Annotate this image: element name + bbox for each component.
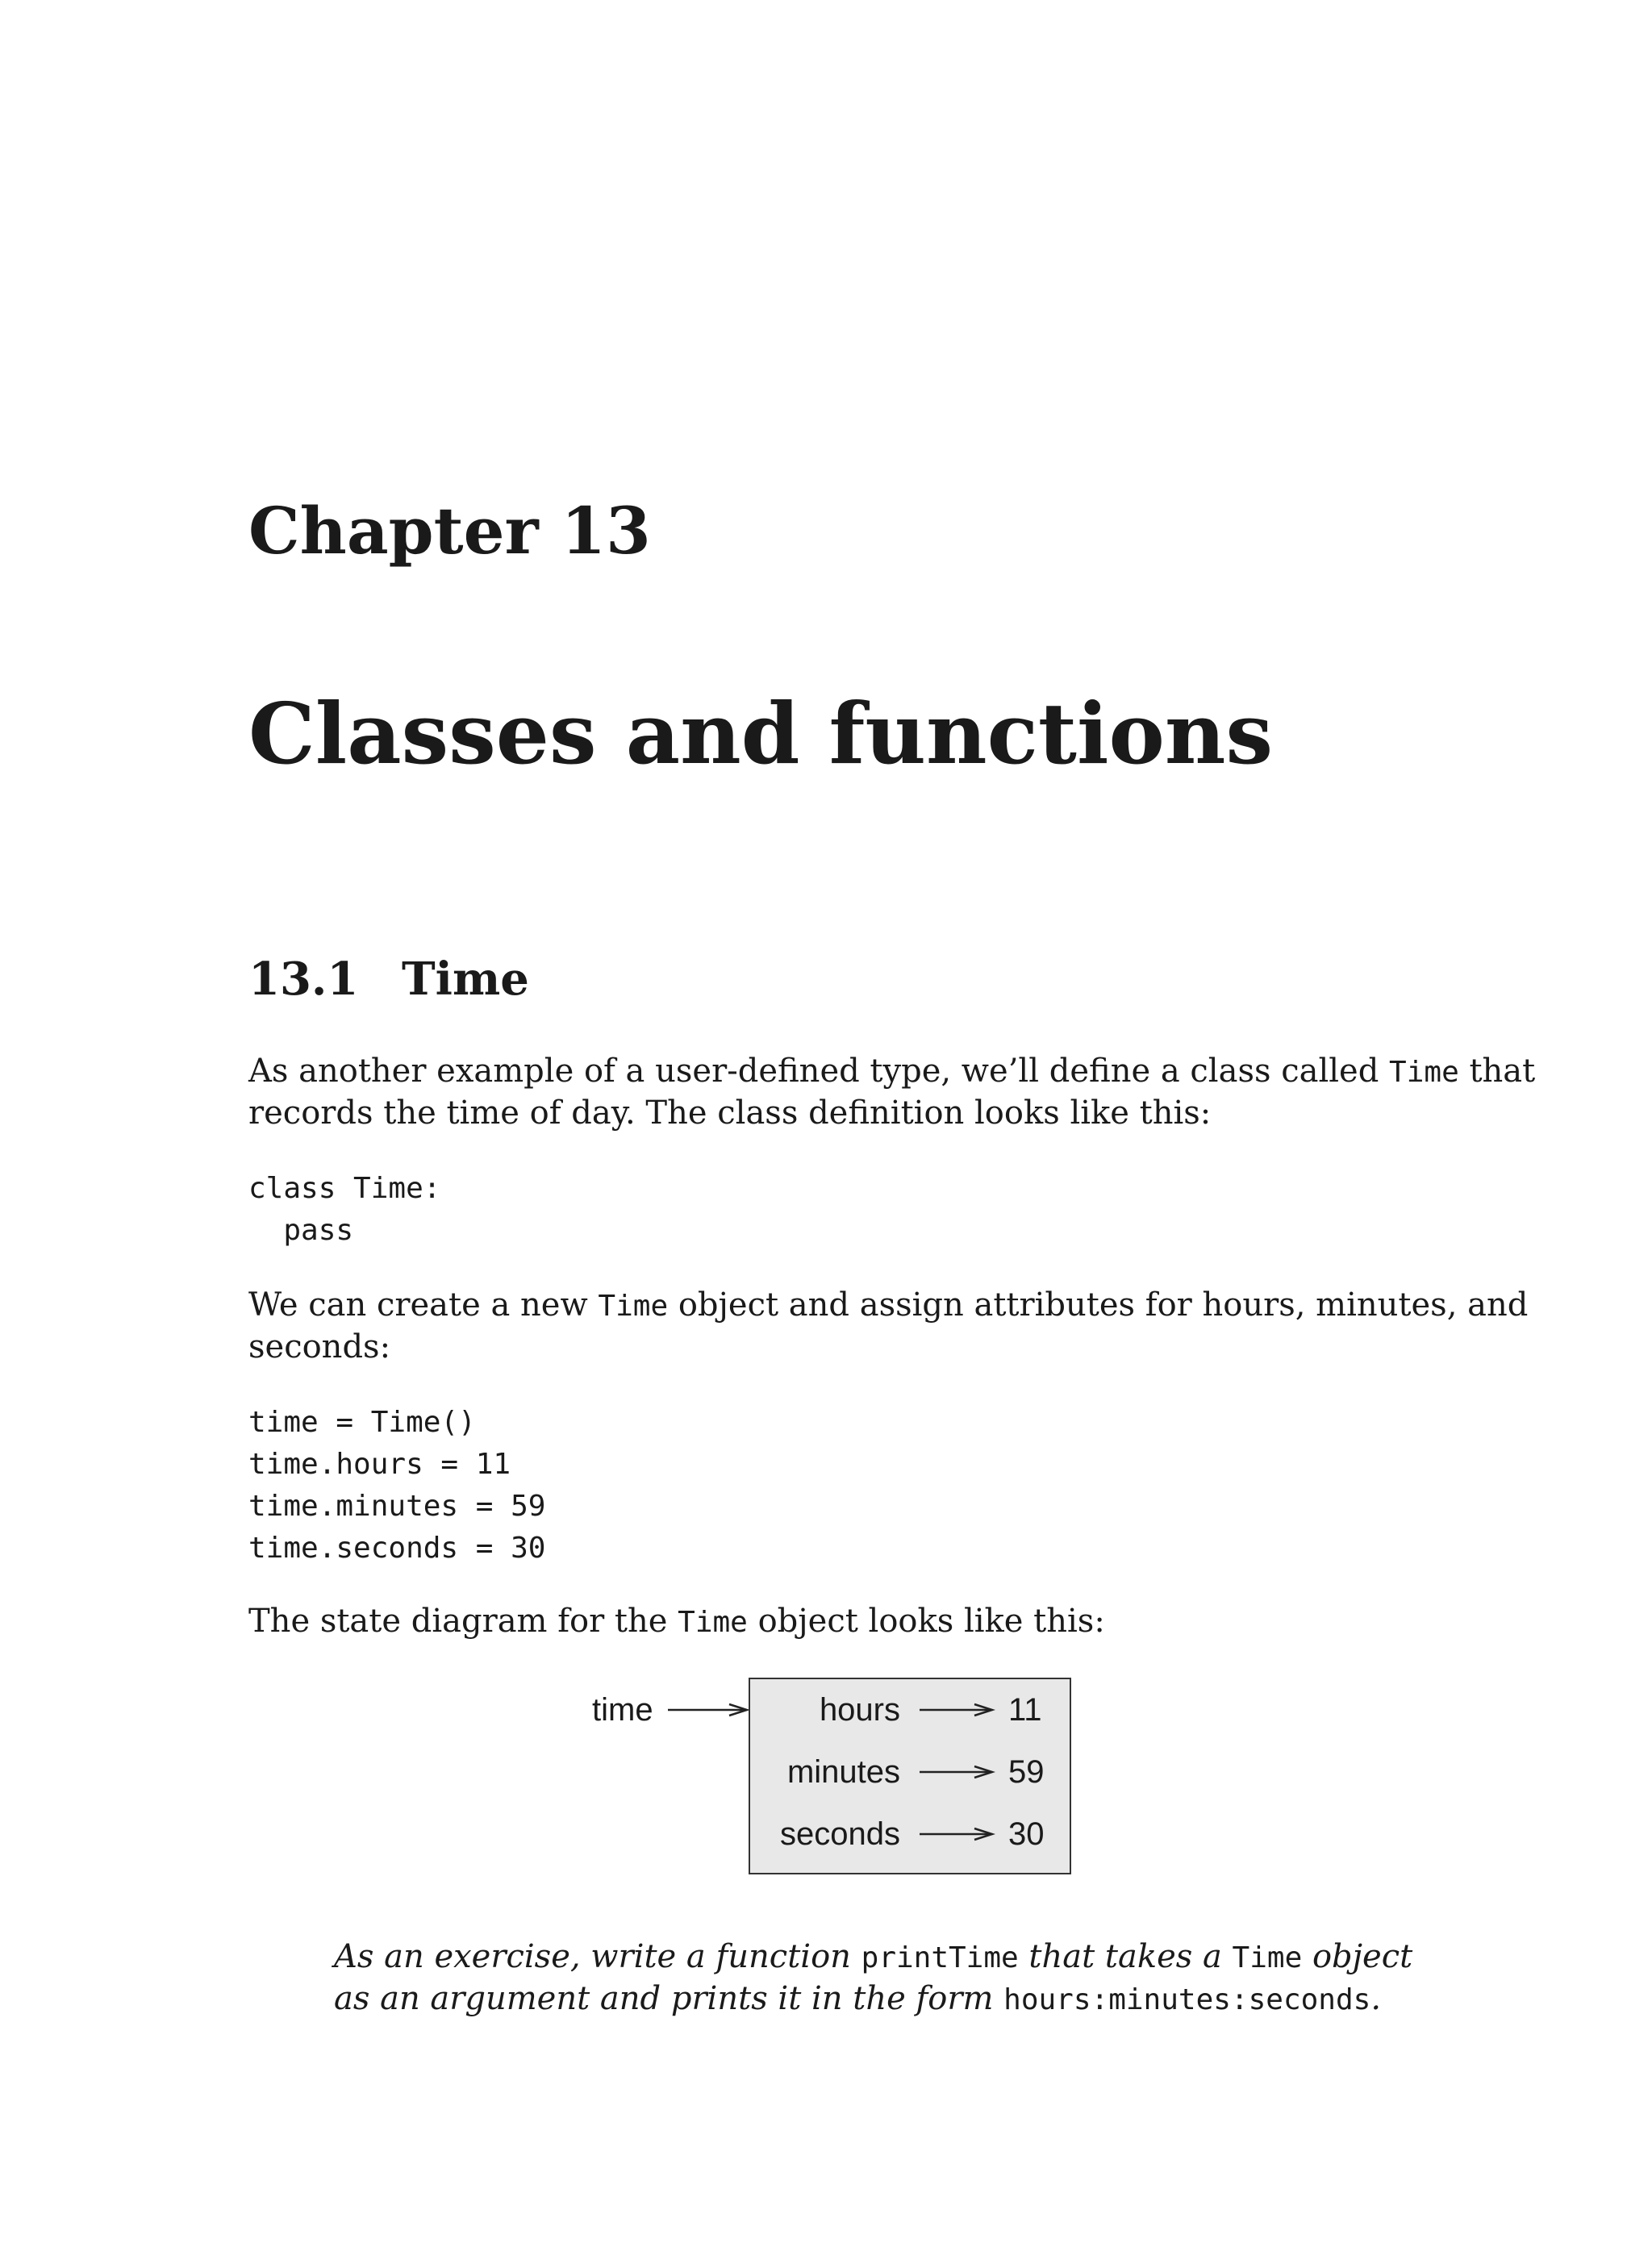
paragraph-create-line-2: seconds: [248,1328,391,1365]
attribute-name: hours [819,1692,900,1728]
section-number: 13.1 [248,953,359,1006]
attribute-value: 30 [1008,1816,1045,1852]
paragraph-create-line-1: We can create a new Time object and assign attributes for hours, minutes, and [248,1286,1529,1324]
chapter-title: Classes and functions [248,684,1273,783]
code-line: pass [248,1214,354,1247]
diagram-variable-label: time [592,1692,653,1728]
code-line: time.minutes = 59 [248,1490,546,1523]
code-line: time = Time() [248,1406,476,1439]
code-line: class Time: [248,1172,441,1205]
exercise-line-1: As an exercise, write a function printTime that takes a Time object [334,1938,1413,1975]
inline-code: Time [1389,1056,1459,1089]
inline-code: Time [1232,1941,1303,1974]
paragraph-diagram-intro: The state diagram for the Time object looks like this: [248,1603,1105,1640]
paragraph-intro-line-1: As another example of a user-defined type, we’ll define a class called Time that [248,1053,1536,1090]
exercise-line-2: as an argument and prints it in the form hours:minutes:seconds. [334,1980,1382,2017]
inline-code: Time [678,1606,748,1639]
arrow-icon [918,1702,995,1718]
attribute-name: minutes [786,1754,900,1790]
section-title: Time [402,953,529,1006]
attribute-value: 11 [1008,1692,1042,1728]
attribute-value: 59 [1008,1754,1045,1790]
arrow-icon [918,1764,995,1780]
attribute-name: seconds [780,1816,900,1852]
paragraph-intro-line-2: records the time of day. The class definition looks like this: [248,1094,1212,1132]
chapter-label: Chapter 13 [248,493,651,569]
inline-code: hours:minutes:seconds [1003,1983,1371,2016]
arrow-icon [918,1826,995,1842]
code-line: time.seconds = 30 [248,1532,546,1565]
arrow-icon [666,1702,750,1718]
inline-code: Time [598,1290,669,1323]
inline-code: printTime [861,1941,1019,1974]
code-line: time.hours = 11 [248,1448,511,1481]
